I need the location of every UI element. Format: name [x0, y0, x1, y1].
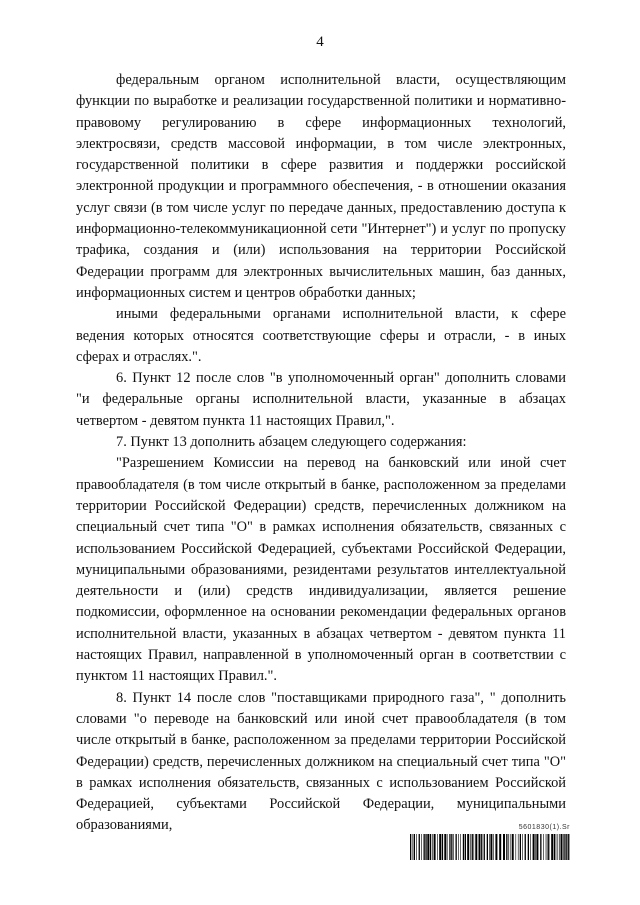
- paragraph-2: иными федеральными органами исполнительной власти, к сфере ведения которых относятся соответствующие сферы и отрасли, - в иных сферах и отраслях.".: [76, 306, 566, 365]
- paragraph-6: 8. Пункт 14 после слов "поставщиками природного газа", " дополнить словами "о переводе на банковский или иной счет правообладателя (в том числе открытый в банке, расположенном за пределами территории Российской Федерации) средств, перечисленных должником на специальный счет типа "О" в рамках исполнения обязательств, связанных с использованием Российской Федерацией, субъектами Российской Федерации, муниципальными образованиями,: [76, 689, 566, 834]
- document-body: [76, 70, 566, 837]
- paragraph-4: 7. Пункт 13 дополнить абзацем следующего содержания:: [116, 434, 467, 451]
- paragraph-5: "Разрешением Комиссии на перевод на банковский или иной счет правообладателя (в том числе открытый в банке, расположенном за пределами территории Российской Федерации) средств, перечисленных должником на специальный счет типа "О" в рамках исполнения обязательств, связанных с использованием Российской Федерацией, субъектами Российской Федерации, муниципальными образованиями, резидентами результатов интеллектуальной деятельности и (или) средств индивидуализации, является решение подкомиссии, оформленное на основании рекомендации федеральных органов исполнительной власти, указанных в абзацах четвертом - девятом пункта 11 настоящих Правил, направленной в уполномоченный орган в соответствии с пунктом 11 настоящих Правил.".: [76, 455, 566, 685]
- paragraph-1: федеральным органом исполнительной власти, осуществляющим функции по выработке и реализации государственной политики и нормативно-правовому регулированию в сфере информационных технологий, электросвязи, средств массовой информации, в том числе электронных, государственной политики в сфере развития и поддержки российской электронной продукции и программного обеспечения, - в отношении оказания услуг связи (в том числе услуг по передаче данных, предоставлению доступа к информационно-телекоммуникационной сети "Интернет") и услуг по пропуску трафика, создания и (или) использования на территории Российской Федерации программ для электронных вычислительных машин, баз данных, информационных систем и центров обработки данных;: [76, 72, 566, 301]
- barcode-image: [410, 834, 570, 860]
- document-code: 5601830(1).Sr: [518, 824, 570, 831]
- paragraph-3: 6. Пункт 12 после слов "в уполномоченный орган" дополнить словами "и федеральные органы исполнительной власти, указанные в абзацах четвертом - девятом пункта 11 настоящих Правил,".: [76, 370, 566, 429]
- page-number: 4: [316, 34, 324, 50]
